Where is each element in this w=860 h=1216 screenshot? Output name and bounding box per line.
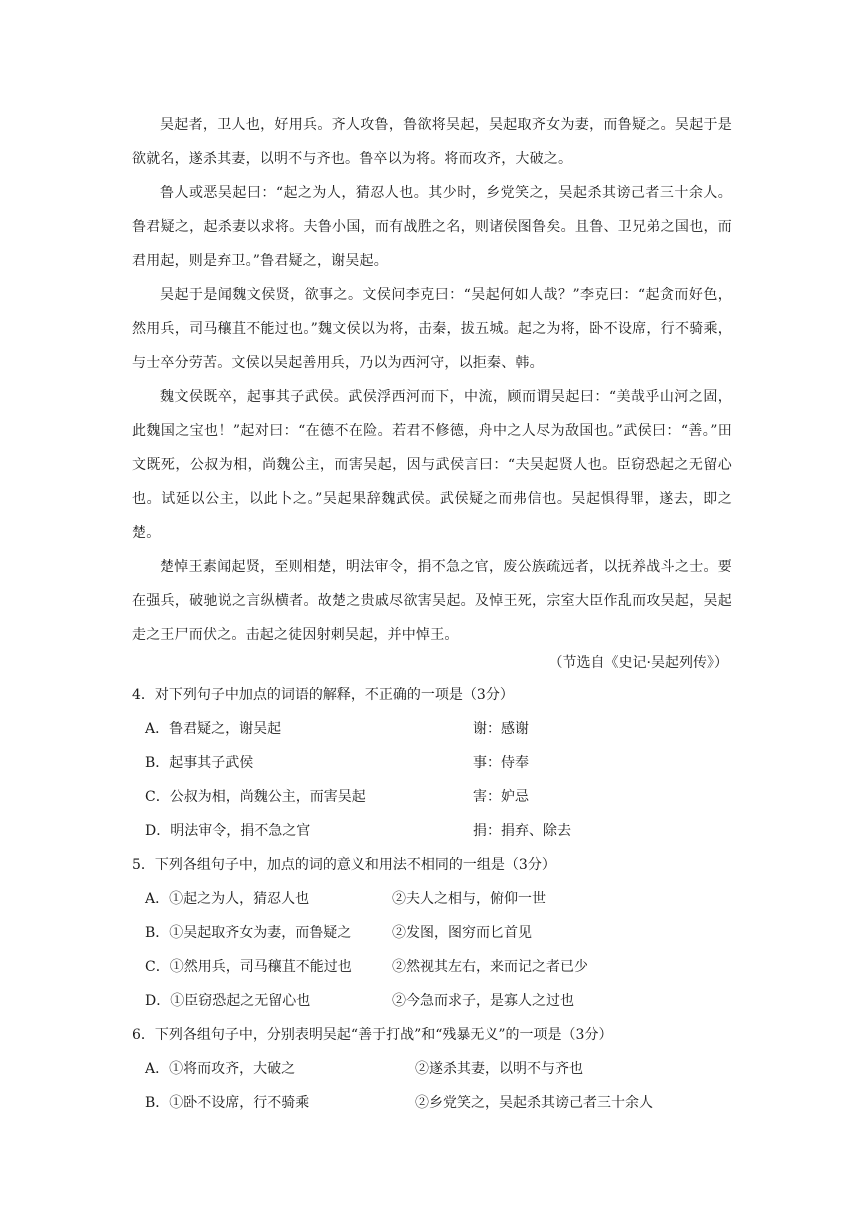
question-5-stem: 5．下列各组句子中，加点的词的意义和用法不相同的一组是（3分） [132, 857, 556, 873]
passage-paragraph-4: 魏文侯既卒，起事其子武侯。武侯浮西河而下，中流，顾而谓吴起曰：“美哉乎山河之固，此魏国之宝也！”起对曰：“在德不在险。若君不修德，舟中之人尽为敌国也。”武侯曰：“善。”田文既死，公叔为相，尚魏公主，而害吴起，因与武侯言曰：“夫吴起贤人也。臣窃恐起之无留心也。试延以公主，以此卜之。”吴起果辞魏武侯。武侯疑之而弗信也。吴起惧得罪，遂去，即之楚。 [132, 389, 732, 541]
question-5 [132, 848, 732, 1018]
option-first-sentence: C．①然用兵，司马穰苴不能过也 [145, 959, 352, 975]
option-second-sentence: ②乡党笑之，吴起杀其谤己者三十余人 [415, 1095, 653, 1111]
passage-paragraph-3: 吴起于是闻魏文侯贤，欲事之。文侯问李克曰：“吴起何如人哉？”李克曰：“起贪而好色，然用兵，司马穰苴不能过也。”魏文侯以为将，击秦，拔五城。起之为将，卧不设席，行不骑乘，与士卒分劳苦。文侯以吴起善用兵，乃以为西河守，以拒秦、韩。 [132, 287, 732, 371]
question-6-option-a[interactable] [132, 1052, 732, 1086]
option-gloss: 捐：捐弃、除去 [473, 823, 571, 839]
question-4-option-a[interactable] [132, 712, 732, 746]
question-4 [132, 678, 732, 848]
passage-source: （节选自《史记·吴起列传》） [548, 655, 728, 671]
question-6-stem: 6．下列各组句子中，分别表明吴起“善于打战”和“残暴无义”的一项是（3分） [132, 1027, 613, 1043]
option-second-sentence: ②遂杀其妻，以明不与齐也 [415, 1061, 583, 1077]
reading-passage [132, 108, 732, 652]
question-4-option-d[interactable] [132, 814, 732, 848]
option-second-sentence: ②今急而求子，是寡人之过也 [392, 993, 574, 1009]
passage-paragraph-2: 鲁人或恶吴起曰：“起之为人，猜忍人也。其少时，乡党笑之，吴起杀其谤己者三十余人。鲁君疑之，起杀妻以求将。夫鲁小国，而有战胜之名，则诸侯图鲁矣。且鲁、卫兄弟之国也，而君用起，则是弃卫。”鲁君疑之，谢吴起。 [132, 185, 732, 269]
passage-paragraph-1: 吴起者，卫人也，好用兵。齐人攻鲁，鲁欲将吴起，吴起取齐女为妻，而鲁疑之。吴起于是欲就名，遂杀其妻，以明不与齐也。鲁卒以为将。将而攻齐，大破之。 [132, 117, 732, 167]
option-sentence: B．起事其子武侯 [145, 755, 254, 771]
question-4-option-b[interactable] [132, 746, 732, 780]
option-sentence: D．明法审令，捐不急之官 [145, 823, 311, 839]
question-4-stem: 4．对下列句子中加点的词语的解释，不正确的一项是（3分） [132, 687, 514, 703]
option-second-sentence: ②发图，图穷而匕首见 [392, 925, 532, 941]
option-first-sentence: D．①臣窃恐起之无留心也 [145, 993, 311, 1009]
option-first-sentence: A．①将而攻齐，大破之 [145, 1061, 296, 1077]
option-second-sentence: ②然视其左右，来而记之者已少 [392, 959, 588, 975]
option-gloss: 谢：感谢 [473, 721, 529, 737]
option-sentence: C．公叔为相，尚魏公主，而害吴起 [145, 789, 366, 805]
question-6-option-b[interactable] [132, 1086, 732, 1120]
option-gloss: 害：妒忌 [473, 789, 529, 805]
option-first-sentence: B．①吴起取齐女为妻，而鲁疑之 [145, 925, 352, 941]
question-5-option-b[interactable] [132, 916, 732, 950]
question-5-option-c[interactable] [132, 950, 732, 984]
question-5-option-d[interactable] [132, 984, 732, 1018]
passage-paragraph-5: 楚悼王素闻起贤，至则相楚，明法审令，捐不急之官，废公族疏远者，以抚养战斗之士。要在强兵，破驰说之言纵横者。故楚之贵戚尽欲害吴起。及悼王死，宗室大臣作乱而攻吴起，吴起走之王尸而伏之。击起之徒因射刺吴起，并中悼王。 [132, 559, 732, 643]
option-first-sentence: B．①卧不设席，行不骑乘 [145, 1095, 310, 1111]
question-5-option-a[interactable] [132, 882, 732, 916]
option-gloss: 事：侍奉 [473, 755, 529, 771]
option-sentence: A．鲁君疑之，谢吴起 [145, 721, 282, 737]
option-second-sentence: ②夫人之相与，俯仰一世 [392, 891, 546, 907]
question-4-option-c[interactable] [132, 780, 732, 814]
question-6 [132, 1018, 732, 1120]
option-first-sentence: A．①起之为人，猜忍人也 [145, 891, 310, 907]
